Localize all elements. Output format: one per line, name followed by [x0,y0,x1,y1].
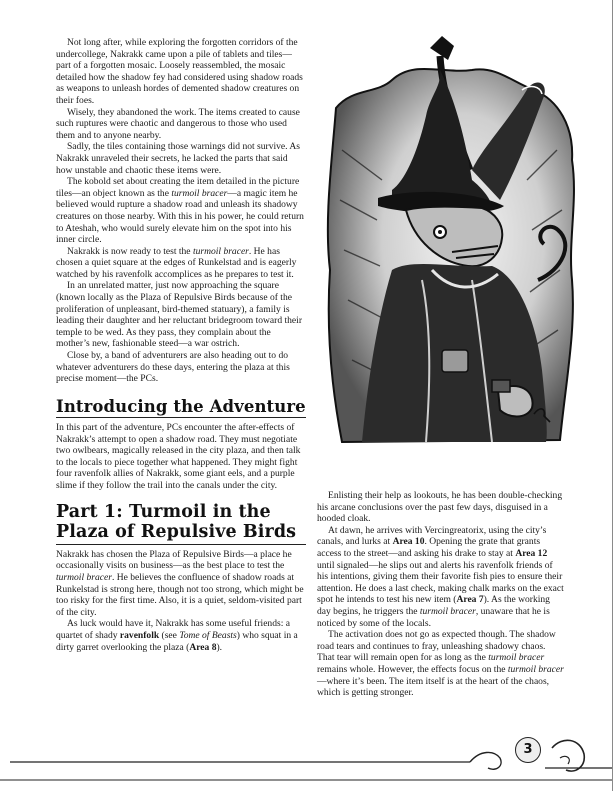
creature-name: ravenfolk [119,629,160,641]
paragraph: Wisely, they abandoned the work. The items created to cause such ruptures were chaotic and dangerous to those who used them and to anyone nearby. [56,106,300,141]
right-column [317,490,565,699]
item-name: turmoil bracer [488,652,545,664]
section-heading-introducing: Introducing the Adventure [56,396,306,416]
heading-rule [56,544,306,545]
paragraph: In an unrelated matter, just now approaching the square (known locally as the Plaza of Repulsive Birds because of the proliferation of unpleasant, bird-themed statuary), a family is leading their daughter and her reluctant bridegroom toward their temple to be wed. As they pass, they complain about the mother’s new, fashionable steed—a war ostrich. [56,280,303,350]
item-name: turmoil bracer [192,245,249,257]
paragraph: Enlisting their help as lookouts, he has been double-checking his arcane conclusions over the past few days, disguised in a hooded cloak. [317,490,563,525]
book-title: Tome of Beasts [179,629,237,641]
paragraph: At dawn, he arrives with Vercingreatorix, using the city’s canals, and lurks at Area 10. Opening the grate that grants access to the street—and asking his drake to stay at Area 12 until signaled—he slips out and alerts his ravenfolk friends of his intentions, giving them their favorite fish pies to ensure their attention. He does a last check, making chalk marks on the exact spot he intends to test his new item (Area 7). As the working day begins, he triggers the turmoil bracer, unaware that he is noticed by some of the locals. [317,524,564,629]
paragraph: Nakrakk is now ready to test the turmoil bracer. He has chosen a quiet square at the edges of Runkelstad and is eagerly watched by his ravenfolk accomplices as he prepares to test it. [56,245,297,280]
area-ref: Area 7 [456,594,484,606]
paragraph: Sadly, the tiles containing those warnings did not survive. As Nakrakk unraveled their secrets, he lacked the parts that said how unstable and chaotic these items were. [56,141,300,176]
paragraph: Not long after, while exploring the forgotten corridors of the undercollege, Nakrakk came upon a pile of tablets and tiles—part of a forgotten mosaic. Loosely reassembled, the mosaic detailed how the shadow fey had considered using shadow roads as weapons to unleash hordes of demented shadow creatures on their foes. [56,37,303,106]
area-ref: Area 10 [392,536,425,548]
paragraph: Close by, a band of adventurers are also heading out to do whatever adventurers do these days, entering the plaza at this precise moment—the PCs. [56,350,290,385]
area-ref: Area 12 [515,547,548,559]
item-name: turmoil bracer [171,187,228,199]
area-ref: Area 8 [189,641,217,653]
item-name: turmoil bracer [56,571,112,583]
paragraph: In this part of the adventure, PCs encounter the after-effects of Nakrakk’s attempt to open a shadow road. They must negotiate two owlbears, magically released in the city plaza, and then talk to the locals to piece together what happened. They might fight four ravenfolk allies of Nakrakk, some giant eels, and a purple slime if they follow the trail into the canals under the city. [56,422,301,491]
paragraph: As luck would have it, Nakrakk has some useful friends: a quartet of shady ravenfolk (see Tome of Beasts) who squat in a dirty garret overlooking the plaza (Area 8). [56,618,298,653]
paragraph: Nakrakk has chosen the Plaza of Repulsive Birds—a place he occasionally visits on business—as the best place to test the turmoil bracer. He believes the confluence of shadow roads at Runkelstad is strong here, though not too strong, which might be too risky for the first time. Also, it is a quiet, seldom-visited part of the city. [56,548,304,618]
section-heading-part1: Part 1: Turmoil in the Plaza of Repulsive Birds [56,501,297,543]
paragraph: The kobold set about creating the item detailed in the picture tiles—an object known as the turmoil bracer—a magic item he believed would rupture a shadow road and unleash its shadowy creatures on those nearby. With this in his power, he could return to Ateshah, who would surely elevate him on the spot into his inner circle. [56,176,304,246]
page-border [612,0,613,791]
page-number: 3 [515,737,541,763]
kobold-wizard-illustration [322,30,580,448]
paragraph: The activation does not go as expected though. The shadow road tears and continues to fray, unleashing shadowy chaos. That tear will remain open for as long as the turmoil bracer remains whole. However, the effects focus on the turmoil bracer—where it’s been. The item itself is at the heart of the chaos, which is getting stronger. [317,629,564,699]
item-name: turmoil bracer [507,663,564,675]
heading-rule [56,417,306,418]
item-name: turmoil bracer [419,605,476,617]
left-column [56,37,306,653]
